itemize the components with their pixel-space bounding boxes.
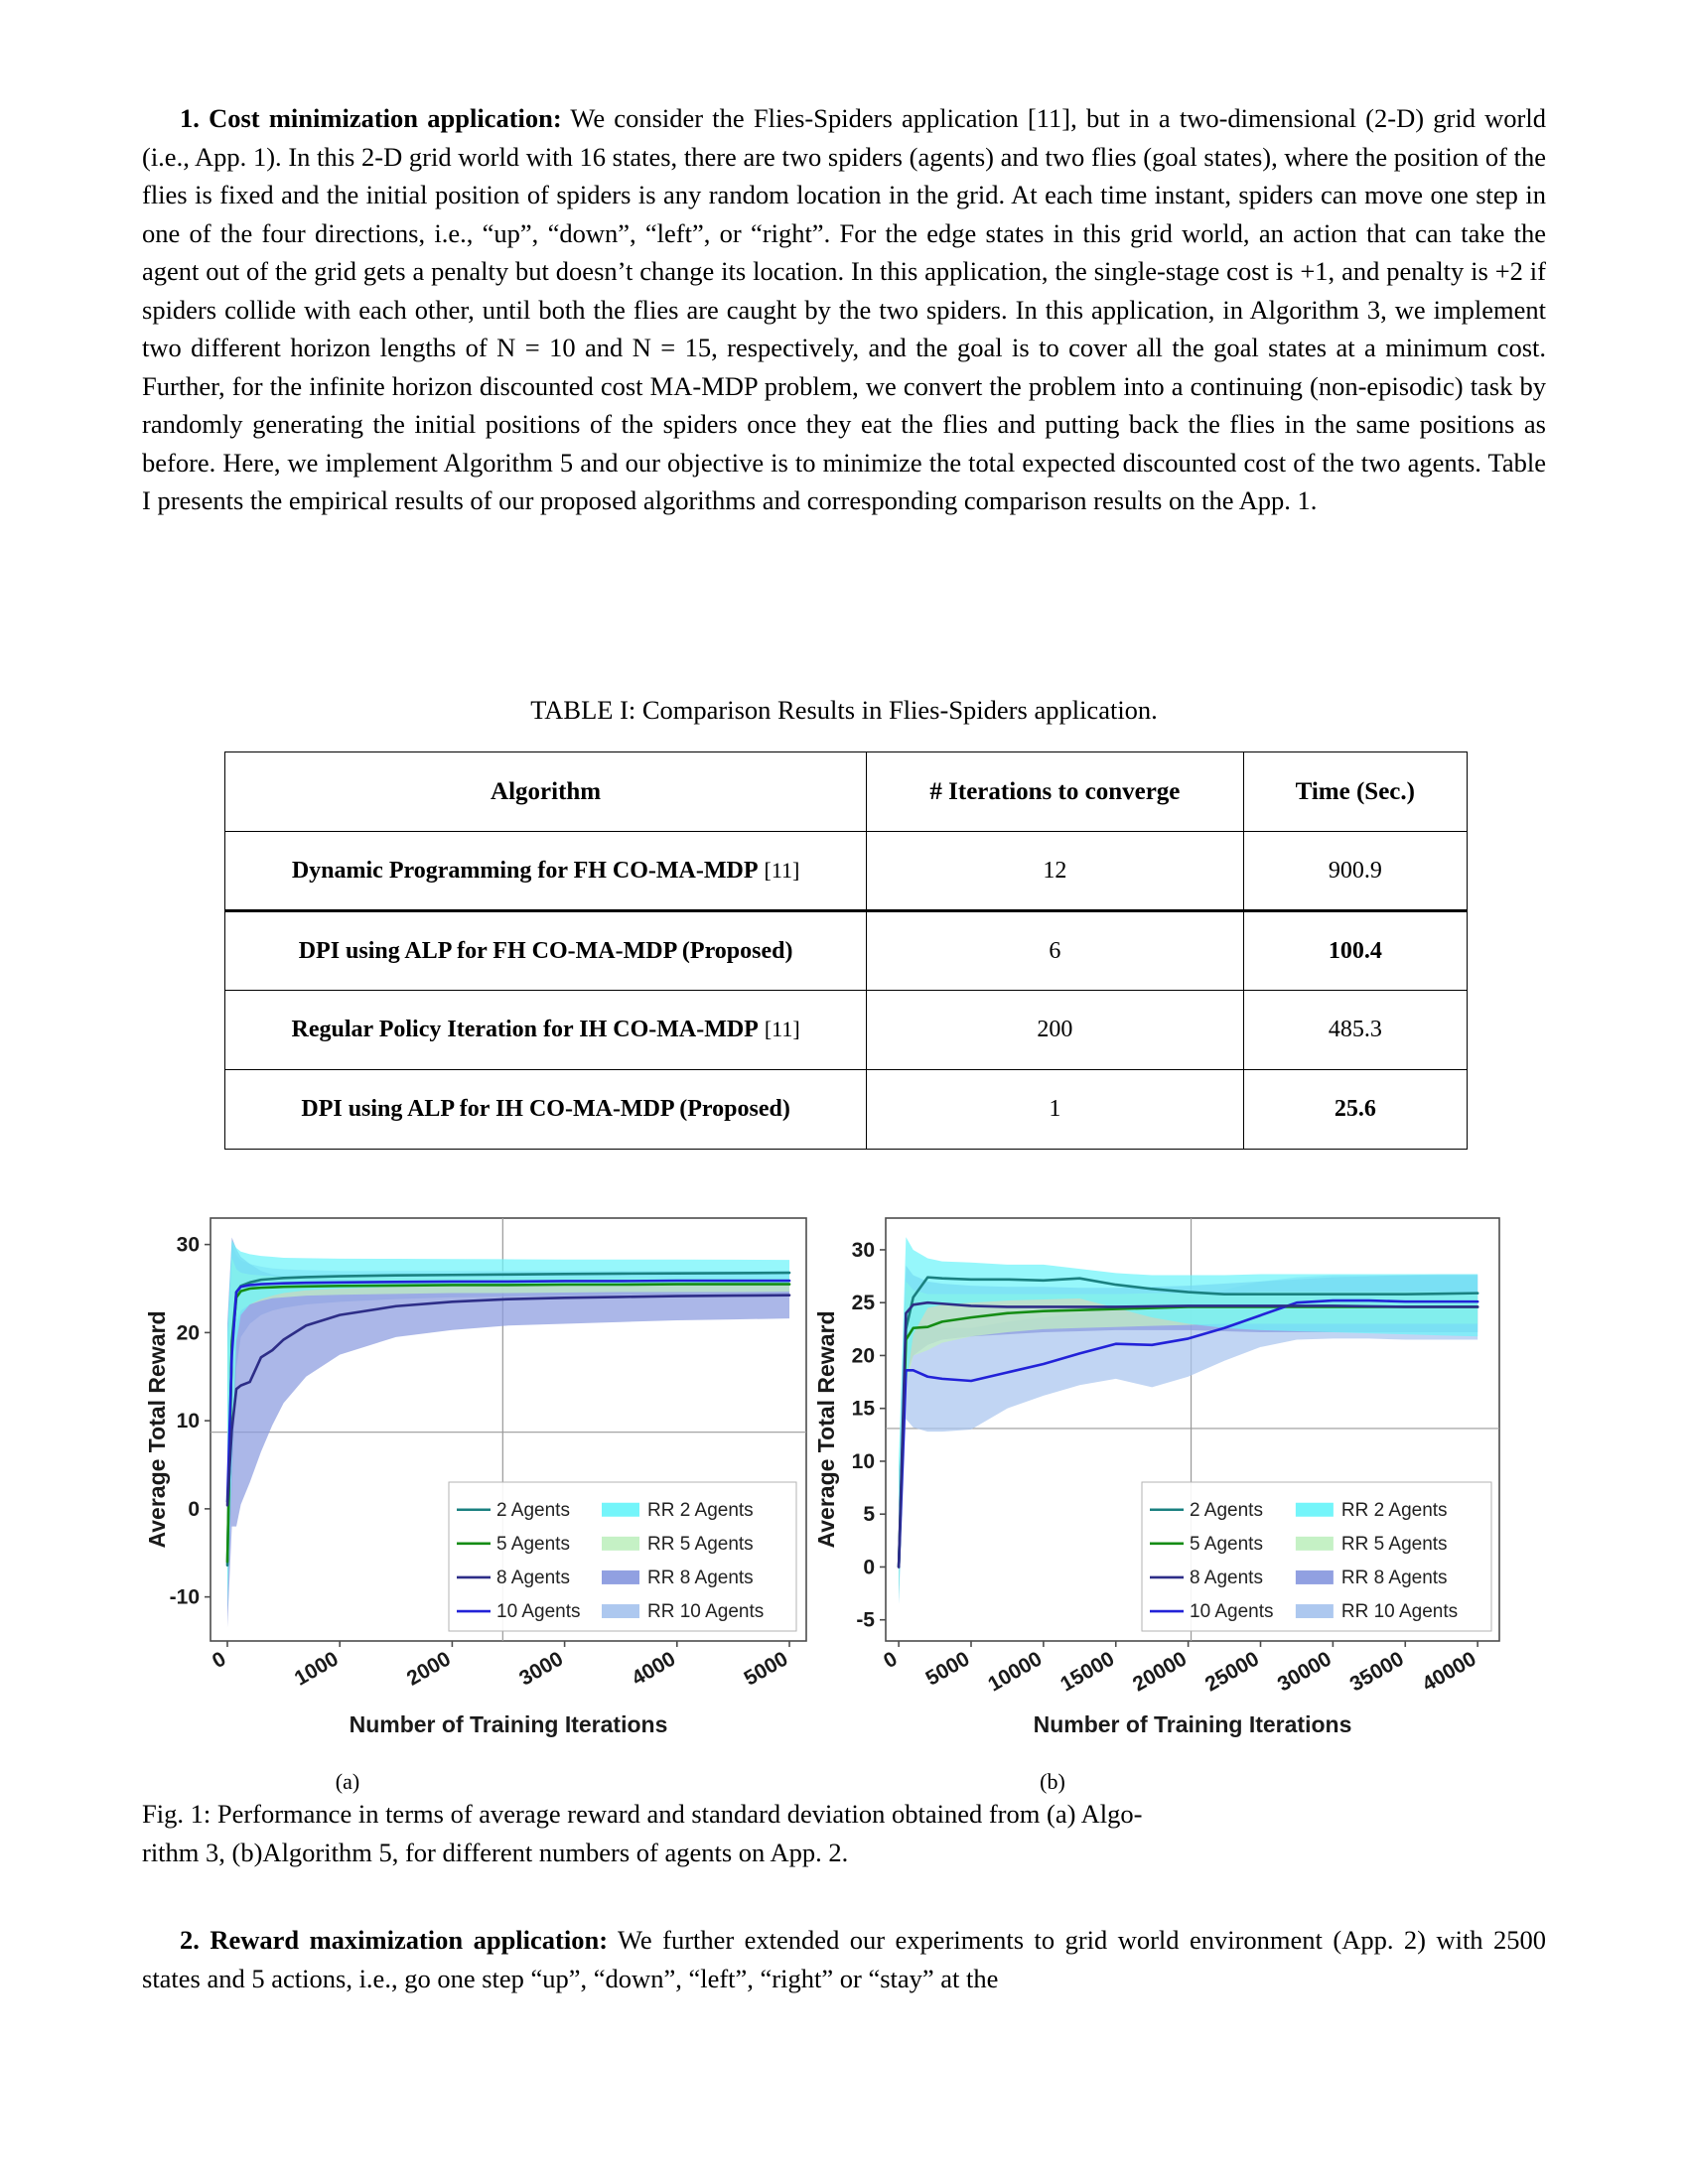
svg-text:40000: 40000 xyxy=(1418,1647,1480,1697)
svg-text:2 Agents: 2 Agents xyxy=(1190,1499,1263,1521)
paragraph-2-lead: 2. Reward maximization application: xyxy=(180,1925,609,1955)
svg-text:3000: 3000 xyxy=(515,1647,568,1691)
cell-iterations: 6 xyxy=(867,911,1243,991)
cell-algorithm xyxy=(225,991,867,1070)
comparison-results-table xyxy=(224,751,1468,1150)
svg-text:10: 10 xyxy=(851,1449,875,1473)
svg-text:-5: -5 xyxy=(856,1608,875,1632)
subfigure-label-b: (b) xyxy=(1040,1769,1065,1794)
svg-text:5 Agents: 5 Agents xyxy=(496,1533,570,1555)
svg-text:5 Agents: 5 Agents xyxy=(1190,1533,1263,1555)
svg-text:RR 2 Agents: RR 2 Agents xyxy=(647,1499,754,1521)
citation-ref: [11] xyxy=(764,857,800,883)
cell-time: 900.9 xyxy=(1243,832,1467,911)
cell-time: 25.6 xyxy=(1243,1070,1467,1150)
cell-algorithm xyxy=(225,1070,867,1150)
cell-iterations: 12 xyxy=(867,832,1243,911)
svg-text:25: 25 xyxy=(851,1292,875,1315)
chart-b-svg xyxy=(804,1196,1529,1772)
col-header-algorithm: Algorithm xyxy=(225,752,867,832)
algorithm-name: Regular Policy Iteration for IH CO-MA-MDP xyxy=(291,1017,759,1042)
paragraph-1-text xyxy=(142,99,1546,520)
svg-text:RR 10 Agents: RR 10 Agents xyxy=(1340,1601,1459,1623)
svg-text:RR 8 Agents: RR 8 Agents xyxy=(1340,1567,1448,1588)
paragraph-1-lead: 1. Cost minimization application: xyxy=(180,103,562,133)
cell-iterations: 1 xyxy=(867,1070,1243,1150)
svg-text:Number of Training Iterations: Number of Training Iterations xyxy=(349,1711,668,1737)
svg-text:30: 30 xyxy=(851,1238,875,1262)
svg-text:RR 8 Agents: RR 8 Agents xyxy=(647,1567,754,1588)
svg-text:8 Agents: 8 Agents xyxy=(1190,1567,1263,1588)
svg-text:25000: 25000 xyxy=(1200,1647,1264,1697)
svg-text:5000: 5000 xyxy=(740,1647,792,1691)
svg-text:20000: 20000 xyxy=(1129,1647,1192,1697)
cell-time: 100.4 xyxy=(1243,911,1467,991)
subfigure-label-a: (a) xyxy=(335,1769,360,1794)
svg-text:1000: 1000 xyxy=(290,1647,343,1691)
svg-text:2 Agents: 2 Agents xyxy=(496,1499,570,1521)
svg-text:20: 20 xyxy=(176,1321,200,1345)
figure-caption-line-2: rithm 3, (b)Algorithm 5, for different numbers of agents on App. 2. xyxy=(142,1837,849,1867)
cell-algorithm xyxy=(225,832,867,911)
svg-text:RR 5 Agents: RR 5 Agents xyxy=(1340,1533,1448,1555)
svg-text:35000: 35000 xyxy=(1345,1647,1408,1697)
svg-text:Average Total Reward: Average Total Reward xyxy=(144,1310,170,1549)
col-header-iterations: # Iterations to converge xyxy=(867,752,1243,832)
paragraph-2-body: We further extended our experiments to grid world environment (App. 2) with 2500 states and 5 actions, i.e., go one step “up”, “down”, “left”, “right” or “stay” at the xyxy=(142,1925,1547,1993)
svg-text:10000: 10000 xyxy=(984,1647,1047,1697)
svg-text:10 Agents: 10 Agents xyxy=(1190,1601,1274,1623)
table-row xyxy=(225,911,1468,991)
table-row xyxy=(225,991,1468,1070)
figure-panel-a xyxy=(139,1196,834,1772)
algorithm-name: DPI using ALP for FH CO-MA-MDP (Proposed) xyxy=(298,937,793,964)
svg-text:10 Agents: 10 Agents xyxy=(496,1601,581,1623)
svg-text:RR 2 Agents: RR 2 Agents xyxy=(1340,1499,1448,1521)
svg-text:RR 5 Agents: RR 5 Agents xyxy=(647,1533,754,1555)
svg-text:4000: 4000 xyxy=(628,1647,680,1691)
svg-text:0: 0 xyxy=(879,1647,902,1674)
svg-text:-10: -10 xyxy=(169,1585,200,1609)
svg-text:15: 15 xyxy=(851,1397,875,1421)
col-header-time: Time (Sec.) xyxy=(1243,752,1467,832)
table-caption: TABLE I: Comparison Results in Flies-Spiders application. xyxy=(530,695,1158,725)
svg-text:5000: 5000 xyxy=(921,1647,974,1691)
paragraph-1-body: We consider the Flies-Spiders application [11], but in a two-dimensional (2-D) grid world (i.e., App. 1). In this 2-D grid world with 16 states, there are two spiders (agents) and two flies (goal states), where the position of the flies is fixed and the initial position of spiders is any random location in the grid. At each time instant, spiders can move one step in one of the four directions, i.e., “up”, “down”, “left”, or “right”. For the edge states in this grid world, an action that can take the agent out of the grid gets a penalty but doesn’t change its location. In this application, the single-stage cost is +1, and penalty is +2 if spiders collide with each other, until both the flies are caught by the two spiders. In this application, in Algorithm 3, we implement two different horizon lengths of N = 10 and N = 15, respectively, and the goal is to cover all the goal states at a minimum cost. Further, for the infinite horizon discounted cost MA-MDP problem, we convert the problem into a continuing (non-episodic) task by randomly generating the initial positions of the spiders once they eat the flies and putting back the flies in the same positions as before. Here, we implement Algorithm 5 and our objective is to minimize the total expected discounted cost of the two agents. Table I presents the empirical results of our proposed algorithms and corresponding comparison results on the App. 1. xyxy=(142,103,1546,515)
paragraph-2-text xyxy=(142,1921,1546,1997)
svg-text:2000: 2000 xyxy=(402,1647,455,1691)
svg-text:5: 5 xyxy=(863,1503,875,1527)
cell-algorithm xyxy=(225,911,867,991)
svg-text:Number of Training Iterations: Number of Training Iterations xyxy=(1033,1711,1352,1737)
svg-text:10: 10 xyxy=(176,1410,200,1433)
chart-a-svg xyxy=(139,1196,834,1772)
algorithm-name: Dynamic Programming for FH CO-MA-MDP xyxy=(291,857,759,884)
svg-text:RR 10 Agents: RR 10 Agents xyxy=(647,1601,765,1623)
paragraph-cost-minimization xyxy=(142,99,1546,520)
svg-text:30: 30 xyxy=(176,1233,200,1257)
cell-iterations: 200 xyxy=(867,991,1243,1070)
svg-text:20: 20 xyxy=(851,1344,875,1368)
paragraph-reward-maximization xyxy=(142,1921,1546,1997)
algorithm-name: DPI using ALP for IH CO-MA-MDP (Proposed) xyxy=(301,1096,790,1122)
svg-text:30000: 30000 xyxy=(1273,1647,1336,1697)
figure-caption xyxy=(142,1795,1546,1871)
table-header-row xyxy=(225,752,1468,832)
svg-text:8 Agents: 8 Agents xyxy=(496,1567,570,1588)
svg-text:Average Total Reward: Average Total Reward xyxy=(813,1310,839,1549)
svg-text:15000: 15000 xyxy=(1056,1647,1119,1697)
citation-ref: [11] xyxy=(764,1017,800,1041)
figure-caption-line-1: Fig. 1: Performance in terms of average reward and standard deviation obtained from (a) Algo- xyxy=(142,1799,1143,1829)
svg-text:0: 0 xyxy=(863,1556,875,1579)
svg-text:0: 0 xyxy=(208,1647,230,1674)
cell-time: 485.3 xyxy=(1243,991,1467,1070)
figure-panel-b xyxy=(804,1196,1529,1772)
svg-text:0: 0 xyxy=(188,1497,200,1521)
table-row xyxy=(225,832,1468,911)
table-row xyxy=(225,1070,1468,1150)
